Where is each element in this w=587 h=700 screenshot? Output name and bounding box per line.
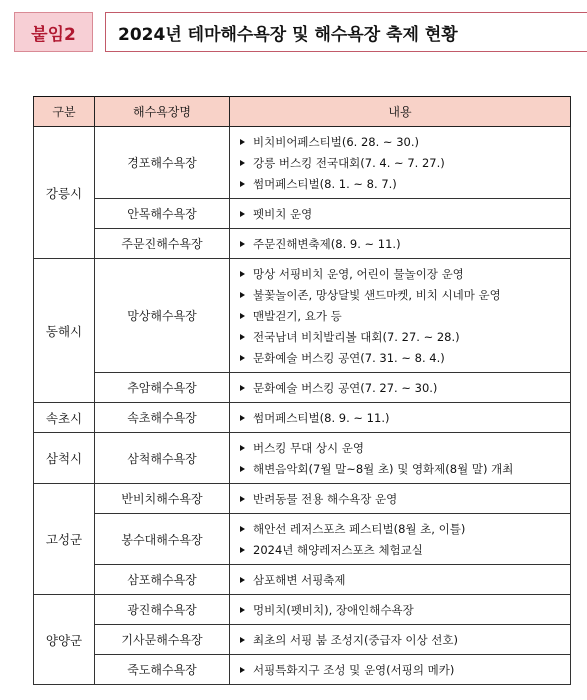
list-item [240,377,564,398]
list-item [240,659,564,680]
bullet-icon [240,547,245,553]
beach-name-cell: 망상해수욕장 [95,259,230,373]
table-row [34,655,571,685]
region-cell: 삼척시 [34,433,95,484]
beach-name-cell: 죽도해수욕장 [95,655,230,685]
list-item-text: 펫비치 운영 [253,206,313,221]
list-item-text: 문화예술 버스킹 공연(7. 27. ~ 30.) [253,380,438,395]
page-title: 2024년 테마해수욕장 및 해수욕장 축제 현황 [105,12,587,52]
bullet-icon [240,334,245,340]
table-header-row [34,97,571,127]
attachment-badge: 붙임2 [14,12,93,52]
region-cell: 속초시 [34,403,95,433]
beach-name-cell: 삼척해수욕장 [95,433,230,484]
content-cell [230,127,571,199]
bullet-icon [240,139,245,145]
region-cell: 강릉시 [34,127,95,259]
content-cell [230,484,571,514]
content-cell [230,625,571,655]
content-cell [230,595,571,625]
beach-name-cell: 경포해수욕장 [95,127,230,199]
region-cell: 양양군 [34,595,95,685]
table-row [34,373,571,403]
beach-name-cell: 속초해수욕장 [95,403,230,433]
table-row [34,595,571,625]
list-item [240,326,564,347]
content-cell [230,229,571,259]
table-row [34,514,571,565]
bullet-icon [240,667,245,673]
bullet-icon [240,607,245,613]
bullet-icon [240,445,245,451]
bullet-icon [240,355,245,361]
list-item-text: 썸머페스티벌(8. 1. ~ 8. 7.) [253,176,397,191]
bullet-icon [240,271,245,277]
bullet-icon [240,466,245,472]
beach-name-cell: 주문진해수욕장 [95,229,230,259]
bullet-icon [240,577,245,583]
list-item [240,407,564,428]
list-item-text: 문화예술 버스킹 공연(7. 31. ~ 8. 4.) [253,350,445,365]
bullet-icon [240,211,245,217]
list-item [240,569,564,590]
table-body [34,127,571,685]
table-row [34,403,571,433]
table-row [34,484,571,514]
list-item [240,131,564,152]
bullet-icon [240,241,245,247]
list-item-text: 썸머페스티벌(8. 9. ~ 11.) [253,410,390,425]
table-row [34,127,571,199]
list-item [240,599,564,620]
list-item-text: 전국남녀 비치발리볼 대회(7. 27. ~ 28.) [253,329,460,344]
header-content: 내용 [230,97,571,127]
list-item-text: 최초의 서핑 붐 조성지(중급자 이상 선호) [253,632,458,647]
list-item [240,458,564,479]
list-item-text: 삼포해변 서핑축제 [253,572,346,587]
list-item-text: 해안선 레저스포츠 페스티벌(8월 초, 이틀) [253,521,466,536]
list-item [240,263,564,284]
content-cell [230,565,571,595]
bullet-icon [240,160,245,166]
table-row [34,433,571,484]
beach-name-cell: 광진해수욕장 [95,595,230,625]
content-cell [230,403,571,433]
list-item [240,437,564,458]
region-cell: 동해시 [34,259,95,403]
table-row [34,229,571,259]
beach-name-cell: 삼포해수욕장 [95,565,230,595]
table-row [34,565,571,595]
list-item-text: 버스킹 무대 상시 운영 [253,440,364,455]
bullet-icon [240,385,245,391]
festival-table [33,96,571,685]
beach-name-cell: 추암해수욕장 [95,373,230,403]
list-item [240,539,564,560]
bullet-icon [240,292,245,298]
beach-name-cell: 안목해수욕장 [95,199,230,229]
list-item [240,284,564,305]
list-item-text: 불꽃놀이존, 망상달빛 샌드마켓, 비치 시네마 운영 [253,287,501,302]
list-item [240,629,564,650]
content-cell [230,514,571,565]
list-item-text: 멍비치(펫비치), 장애인해수욕장 [253,602,414,617]
bullet-icon [240,313,245,319]
beach-name-cell: 반비치해수욕장 [95,484,230,514]
list-item [240,233,564,254]
content-cell [230,199,571,229]
list-item-text: 망상 서핑비치 운영, 어린이 물놀이장 운영 [253,266,464,281]
content-cell [230,259,571,373]
bullet-icon [240,496,245,502]
list-item [240,347,564,368]
table-row [34,625,571,655]
list-item-text: 강릉 버스킹 전국대회(7. 4. ~ 7. 27.) [253,155,445,170]
list-item-text: 반려동물 전용 해수욕장 운영 [253,491,398,506]
list-item [240,173,564,194]
header-beach-name: 해수욕장명 [95,97,230,127]
content-cell [230,433,571,484]
list-item-text: 해변음악회(7월 말~8월 초) 및 영화제(8월 말) 개최 [253,461,514,476]
bullet-icon [240,637,245,643]
content-cell [230,373,571,403]
table-row [34,259,571,373]
beach-name-cell: 봉수대해수욕장 [95,514,230,565]
list-item [240,203,564,224]
list-item [240,152,564,173]
content-cell [230,655,571,685]
list-item-text: 비치비어페스티벌(6. 28. ~ 30.) [253,134,419,149]
title-bar [14,12,587,52]
list-item-text: 서핑특화지구 조성 및 운영(서핑의 메카) [253,662,455,677]
list-item [240,518,564,539]
list-item [240,488,564,509]
list-item-text: 주문진해변축제(8. 9. ~ 11.) [253,236,401,251]
bullet-icon [240,181,245,187]
beach-name-cell: 기사문해수욕장 [95,625,230,655]
bullet-icon [240,526,245,532]
header-category: 구분 [34,97,95,127]
region-cell: 고성군 [34,484,95,595]
list-item-text: 2024년 해양레저스포츠 체험교실 [253,542,423,557]
list-item-text: 맨발걷기, 요가 등 [253,308,342,323]
bullet-icon [240,415,245,421]
list-item [240,305,564,326]
table-row [34,199,571,229]
